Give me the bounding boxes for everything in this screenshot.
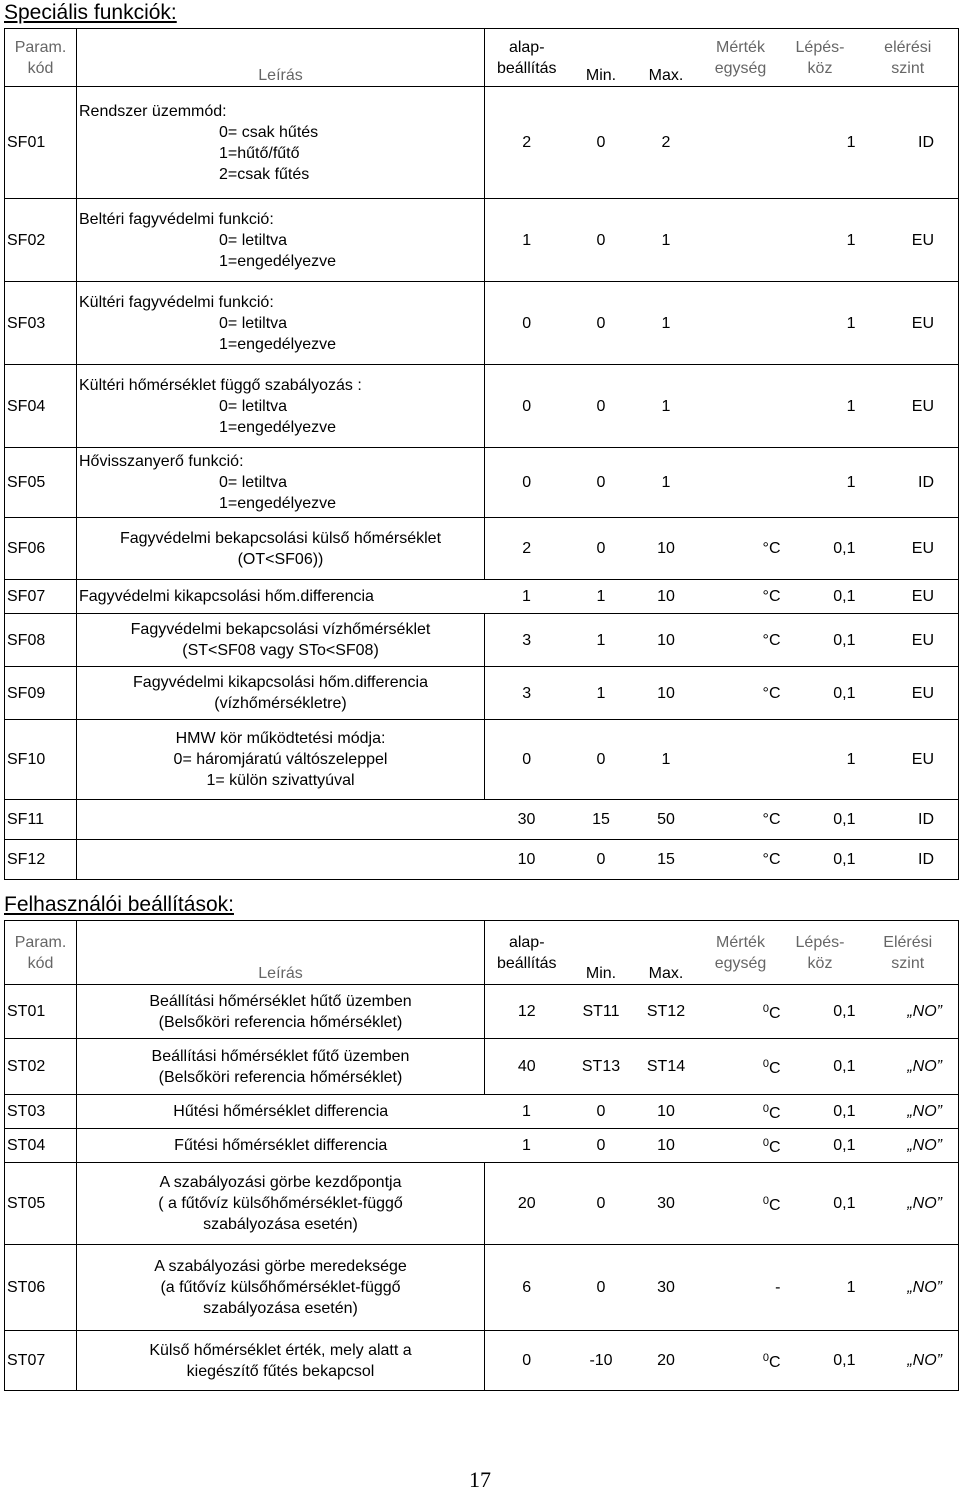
table-row [5, 1129, 959, 1163]
access-level: EU [858, 720, 959, 800]
step: 0,1 [783, 1095, 858, 1129]
table-row [5, 365, 959, 448]
special-functions-table [4, 28, 959, 880]
access-level: EU [858, 365, 959, 448]
min-value: 0 [569, 199, 634, 282]
table-row [5, 1039, 959, 1095]
description-line: 1=engedélyezve [219, 418, 336, 436]
table-header: Param. kód Leírás alap- beállítás Min. Max. Mérték egység Lépés- köz Elérési szint [5, 921, 959, 985]
unit [699, 1163, 783, 1245]
step: 1 [783, 282, 858, 365]
param-code: SF10 [5, 720, 77, 800]
access-level: EU [858, 199, 959, 282]
min-value: -10 [569, 1331, 634, 1391]
max-value: 1 [634, 282, 699, 365]
default-value: 0 [485, 365, 569, 448]
param-code: SF06 [5, 518, 77, 580]
description-line: Beltéri fagyvédelmi funkció: [79, 210, 274, 228]
step: 1 [783, 365, 858, 448]
description [77, 800, 485, 840]
min-value: 1 [569, 614, 634, 667]
min-value: 0 [569, 87, 634, 199]
unit [699, 87, 783, 199]
table-row [5, 720, 959, 800]
unit [699, 282, 783, 365]
description [77, 87, 485, 199]
description [77, 1095, 485, 1129]
access-level: „NO” [858, 985, 959, 1039]
param-code: ST06 [5, 1245, 77, 1331]
table-row [5, 1245, 959, 1331]
description [77, 1129, 485, 1163]
max-value: 1 [634, 365, 699, 448]
max-value: 10 [634, 1129, 699, 1163]
description [77, 1331, 485, 1391]
max-value: 10 [634, 1095, 699, 1129]
description-line: (Belsőköri referencia hőmérséklet) [158, 1013, 403, 1031]
access-level: EU [858, 667, 959, 720]
access-level: EU [858, 580, 959, 614]
step: 0,1 [783, 1163, 858, 1245]
unit: °C [699, 518, 783, 580]
min-value: 0 [569, 518, 634, 580]
section-heading-user: Felhasználói beállítások: [4, 893, 234, 916]
description [77, 667, 485, 720]
default-value: 0 [485, 448, 569, 518]
param-code: ST07 [5, 1331, 77, 1391]
step: 0,1 [783, 800, 858, 840]
unit [699, 1331, 783, 1391]
description [77, 1163, 485, 1245]
unit [699, 985, 783, 1039]
description [77, 614, 485, 667]
unit [699, 365, 783, 448]
access-level: „NO” [858, 1163, 959, 1245]
table-row [5, 580, 959, 614]
description-line: szabályozása esetén) [203, 1300, 358, 1317]
min-value: 0 [569, 1163, 634, 1245]
description-line: Külső hőmérséklet érték, mely alatt a [149, 1341, 412, 1359]
param-code: ST04 [5, 1129, 77, 1163]
description-line: A szabályozási görbe meredeksége [154, 1258, 407, 1275]
unit [699, 1095, 783, 1129]
min-value: 0 [569, 720, 634, 800]
min-value: 0 [569, 1095, 634, 1129]
step: 0,1 [783, 667, 858, 720]
param-code: SF01 [5, 87, 77, 199]
max-value: 1 [634, 199, 699, 282]
description-line: 1=hűtő/fűtő [219, 144, 300, 162]
max-value: 1 [634, 448, 699, 518]
unit-text: C [768, 1197, 781, 1214]
param-code: SF07 [5, 580, 77, 614]
param-code: ST02 [5, 1039, 77, 1095]
min-value: 0 [569, 448, 634, 518]
unit-degree-sup: 0 [762, 1003, 769, 1015]
unit-text: C [768, 1060, 781, 1077]
default-value: 20 [485, 1163, 569, 1245]
default-value: 0 [485, 1331, 569, 1391]
description [77, 840, 485, 880]
min-value: 0 [569, 365, 634, 448]
max-value: 30 [634, 1163, 699, 1245]
description-line: A szabályozási görbe kezdőpontja [159, 1174, 402, 1191]
access-level: EU [858, 614, 959, 667]
unit-degree-sup: 0 [762, 1195, 769, 1207]
max-value: 1 [634, 720, 699, 800]
description [77, 518, 485, 580]
max-value: 50 [634, 800, 699, 840]
step: 1 [783, 87, 858, 199]
step: 0,1 [783, 840, 858, 880]
description-line: 0= letiltva [219, 231, 288, 249]
step: 0,1 [783, 518, 858, 580]
description [77, 448, 485, 518]
default-value: 3 [485, 667, 569, 720]
table-row [5, 667, 959, 720]
section-heading-special: Speciális funkciók: [4, 1, 177, 24]
unit: °C [699, 580, 783, 614]
description-line: Fagyvédelmi kikapcsolási hőm.differencia [79, 588, 374, 605]
step: 0,1 [783, 580, 858, 614]
description-line: 1=engedélyezve [219, 252, 336, 270]
param-code: ST01 [5, 985, 77, 1039]
unit [699, 448, 783, 518]
unit-text: C [768, 1354, 781, 1371]
description [77, 985, 485, 1039]
unit: °C [699, 667, 783, 720]
description-line: Fagyvédelmi bekapcsolási külső hőmérséklet [119, 529, 442, 547]
description-line: 0= letiltva [219, 397, 288, 415]
unit-degree-sup: 0 [762, 1103, 769, 1115]
table-header: Param. kód Leírás alap- beállítás Min. Max. Mérték egység Lépés- köz elérési szint [5, 29, 959, 87]
default-value: 1 [485, 199, 569, 282]
description-line: Kültéri hőmérséklet függő szabályozás : [79, 376, 362, 394]
default-value: 6 [485, 1245, 569, 1331]
param-code: SF02 [5, 199, 77, 282]
description [77, 199, 485, 282]
unit [699, 1245, 783, 1331]
table-row [5, 448, 959, 518]
param-code: SF03 [5, 282, 77, 365]
description-line: HMW kör működtetési módja: [175, 730, 386, 747]
default-value: 3 [485, 614, 569, 667]
param-code: SF11 [5, 800, 77, 840]
step: 1 [783, 720, 858, 800]
description [77, 580, 485, 614]
min-value: 0 [569, 840, 634, 880]
param-code: SF04 [5, 365, 77, 448]
max-value: 10 [634, 518, 699, 580]
unit-degree-sup: 0 [762, 1352, 769, 1364]
access-level: ID [858, 800, 959, 840]
access-level: „NO” [858, 1095, 959, 1129]
description [77, 365, 485, 448]
access-level: EU [858, 518, 959, 580]
unit [699, 720, 783, 800]
description-line: 1=engedélyezve [219, 335, 336, 353]
description-line: (ST<SF08 vagy STo<SF08) [182, 642, 379, 659]
step: 1 [783, 1245, 858, 1331]
unit: °C [699, 840, 783, 880]
param-code: SF08 [5, 614, 77, 667]
min-value: 1 [569, 667, 634, 720]
page-number: 17 [469, 1467, 491, 1492]
description-line: Kültéri fagyvédelmi funkció: [79, 293, 274, 311]
unit-text: - [775, 1279, 781, 1296]
max-value: 10 [634, 667, 699, 720]
access-level: „NO” [858, 1331, 959, 1391]
description [77, 282, 485, 365]
unit-degree-sup: 0 [762, 1058, 769, 1070]
unit-degree-sup: 0 [762, 1137, 769, 1149]
description-line: Fűtési hőmérséklet differencia [174, 1137, 388, 1154]
min-value: 0 [569, 1129, 634, 1163]
description-line: 1=engedélyezve [219, 495, 336, 512]
access-level: ID [858, 87, 959, 199]
description-line: (a fűtővíz külsőhőmérséklet-függő [160, 1279, 401, 1296]
unit [699, 1129, 783, 1163]
min-value: 1 [569, 580, 634, 614]
max-value: 10 [634, 614, 699, 667]
unit: °C [699, 614, 783, 667]
step: 0,1 [783, 1039, 858, 1095]
max-value: 20 [634, 1331, 699, 1391]
description-line: 0= csak hűtés [219, 123, 319, 141]
description-line: Hővisszanyerő funkció: [79, 453, 244, 470]
description-line: Hűtési hőmérséklet differencia [173, 1103, 389, 1120]
description-line: Beállítási hőmérséklet fűtő üzemben [151, 1047, 410, 1065]
unit [699, 199, 783, 282]
table-row [5, 518, 959, 580]
access-level: „NO” [858, 1129, 959, 1163]
max-value: 30 [634, 1245, 699, 1331]
table-row [5, 614, 959, 667]
access-level: EU [858, 282, 959, 365]
default-value: 12 [485, 985, 569, 1039]
min-value: 0 [569, 282, 634, 365]
table-row [5, 985, 959, 1039]
description-line: Fagyvédelmi kikapcsolási hőm.differencia [133, 674, 428, 691]
table-row [5, 87, 959, 199]
min-value: 15 [569, 800, 634, 840]
default-value: 0 [485, 720, 569, 800]
description-line: ( a fűtővíz külsőhőmérséklet-függő [158, 1195, 403, 1212]
table-row [5, 282, 959, 365]
table-row [5, 840, 959, 880]
max-value: 15 [634, 840, 699, 880]
default-value: 1 [485, 1095, 569, 1129]
description-line: (vízhőmérsékletre) [214, 695, 347, 712]
default-value: 10 [485, 840, 569, 880]
step: 0,1 [783, 1129, 858, 1163]
min-value: ST13 [569, 1039, 634, 1095]
description-line: (Belsőköri referencia hőmérséklet) [158, 1068, 403, 1086]
max-value: ST14 [634, 1039, 699, 1095]
unit-text: C [768, 1139, 781, 1156]
description-line: Rendszer üzemmód: [79, 102, 227, 120]
access-level: „NO” [858, 1245, 959, 1331]
default-value: 40 [485, 1039, 569, 1095]
description-line: (OT<SF06)) [237, 550, 324, 568]
param-code: SF09 [5, 667, 77, 720]
max-value: 2 [634, 87, 699, 199]
access-level: ID [858, 448, 959, 518]
unit: °C [699, 800, 783, 840]
description-line: 0= letiltva [219, 474, 288, 491]
table-row [5, 1331, 959, 1391]
param-code: ST05 [5, 1163, 77, 1245]
unit-text: C [768, 1005, 781, 1022]
min-value: 0 [569, 1245, 634, 1331]
description [77, 1039, 485, 1095]
description [77, 720, 485, 800]
step: 0,1 [783, 1331, 858, 1391]
unit [699, 1039, 783, 1095]
default-value: 2 [485, 518, 569, 580]
default-value: 1 [485, 1129, 569, 1163]
table-row [5, 199, 959, 282]
param-code: ST03 [5, 1095, 77, 1129]
max-value: 10 [634, 580, 699, 614]
description-line: 0= háromjáratú váltószeleppel [173, 751, 388, 768]
description-line: Beállítási hőmérséklet hűtő üzemben [149, 992, 412, 1010]
default-value: 0 [485, 282, 569, 365]
description-line: 1= külön szivattyúval [206, 772, 355, 789]
description-line: szabályozása esetén) [203, 1216, 358, 1233]
step: 1 [783, 199, 858, 282]
table-row [5, 1095, 959, 1129]
access-level: „NO” [858, 1039, 959, 1095]
user-settings-table [4, 920, 959, 1391]
unit-text: C [768, 1105, 781, 1122]
step: 0,1 [783, 614, 858, 667]
param-code: SF05 [5, 448, 77, 518]
table-row [5, 1163, 959, 1245]
description-line: kiegészítő fűtés bekapcsol [186, 1362, 375, 1380]
default-value: 1 [485, 580, 569, 614]
description-line: Fagyvédelmi bekapcsolási vízhőmérséklet [130, 621, 431, 638]
min-value: ST11 [569, 985, 634, 1039]
access-level: ID [858, 840, 959, 880]
param-code: SF12 [5, 840, 77, 880]
default-value: 2 [485, 87, 569, 199]
table-row [5, 800, 959, 840]
description-line: 0= letiltva [219, 314, 288, 332]
step: 1 [783, 448, 858, 518]
step: 0,1 [783, 985, 858, 1039]
max-value: ST12 [634, 985, 699, 1039]
description [77, 1245, 485, 1331]
default-value: 30 [485, 800, 569, 840]
description-line: 2=csak fűtés [219, 165, 310, 183]
